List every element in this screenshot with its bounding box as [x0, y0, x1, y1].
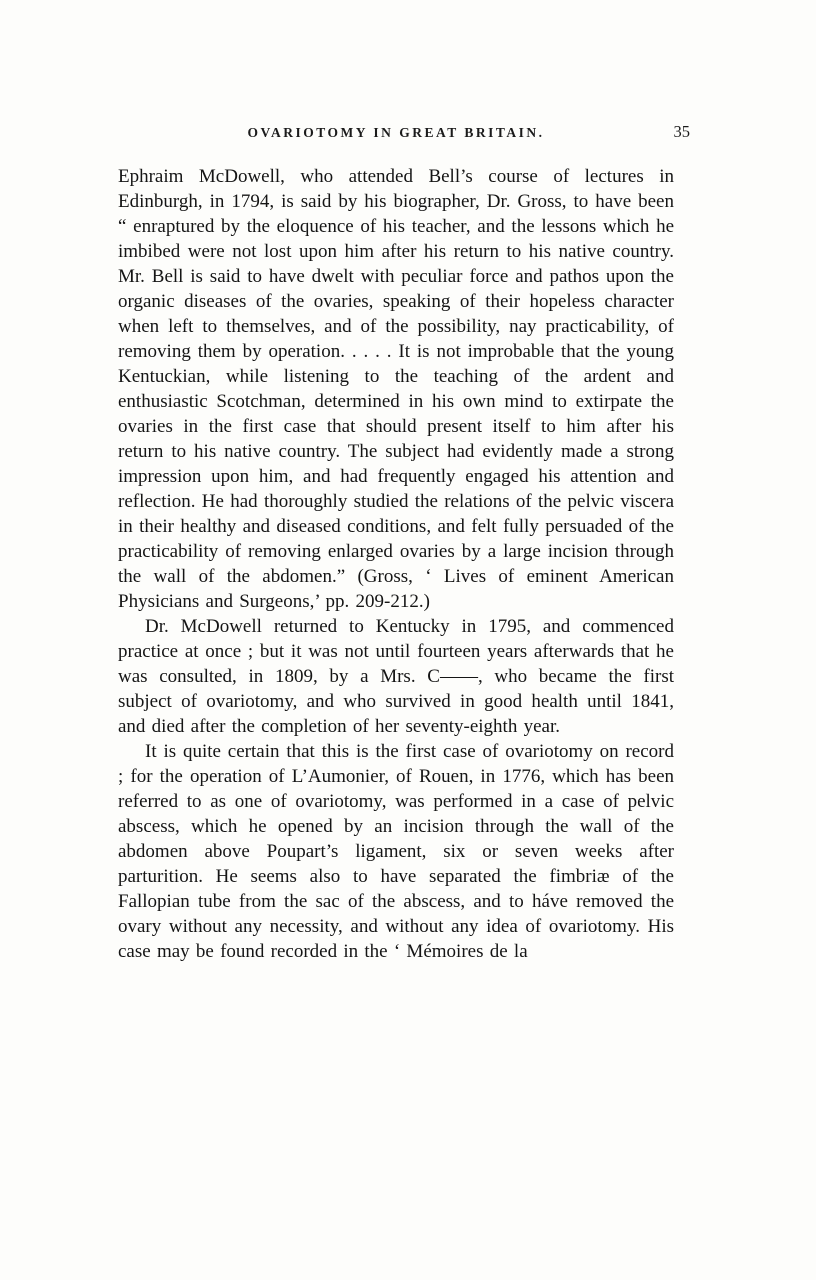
- text-column: [118, 122, 690, 964]
- paragraph-3: It is quite certain that this is the first case of ovariotomy on record ; for the operation of L’Aumonier, of Rouen, in 1776, which has been referred to as one of ovariotomy, was performed in a case of pelvic abscess, which he opened by an incision through the wall of the abdomen above Poupart’s ligament, six or seven weeks after parturition. He seems also to have separated the fimbriæ of the Fallopian tube from the sac of the abscess, and to háve removed the ovary without any necessity, and without any idea of ovariotomy. His case may be found recorded in the ‘ Mémoires de la: [118, 741, 674, 962]
- paragraph-1: Ephraim McDowell, who attended Bell’s course of lectures in Edinburgh, in 1794, is said by his biographer, Dr. Gross, to have been “ enraptured by the eloquence of his teacher, and the lessons which he imbibed were not lost upon him after his return to his native country. Mr. Bell is said to have dwelt with peculiar force and pathos upon the organic diseases of the ovaries, speaking of their hopeless character when left to themselves, and of the possibility, nay practicability, of removing them by operation. . . . . It is not improbable that the young Kentuckian, while listening to the teaching of the ardent and enthusiastic Scotchman, determined in his own mind to extirpate the ovaries in the first case that should present itself to him after his return to his native country. The subject had evidently made a strong impression upon him, and had frequently engaged his attention and reflection. He had thoroughly studied the relations of the pelvic viscera in their healthy and diseased conditions, and felt fully persuaded of the practicability of removing enlarged ovaries by a large incision through the wall of the abdomen.” (Gross, ‘ Lives of eminent American Physicians and Surgeons,’ pp. 209-212.): [118, 166, 674, 612]
- page-body: [118, 164, 674, 964]
- page-number: 35: [673, 122, 690, 141]
- page-header: [118, 122, 690, 146]
- running-title: OVARIOTOMY IN GREAT BRITAIN.: [247, 125, 545, 140]
- paragraph-2: Dr. McDowell returned to Kentucky in 1795, and commenced practice at once ; but it was not until fourteen years afterwards that he was consulted, in 1809, by a Mrs. C——, who became the first subject of ovariotomy, and who survived in good health until 1841, and died after the completion of her seventy-eighth year.: [118, 616, 674, 737]
